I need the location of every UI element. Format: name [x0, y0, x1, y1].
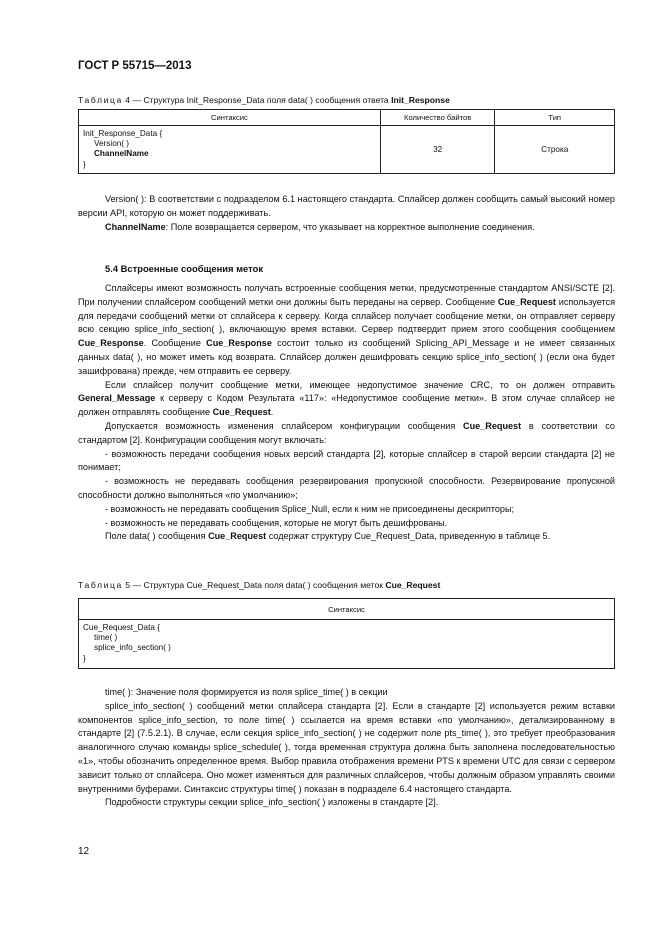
paragraph-text: используется для передачи сообщений метки от сплайсера к серверу. Когда сплайсер получает сообщение метки, он отправляет серверу всю секцию splice_info_section( ), включающую время вставки. Сервер подтвердит прием этого сообщения сообщением [78, 296, 615, 335]
table4-code-line: } [83, 159, 86, 169]
table4-bytes-cell: 32 [380, 126, 495, 174]
term-cue-request: Cue_Request [497, 296, 556, 307]
paragraph-text: . [270, 407, 274, 418]
table5-code-line: time( ) [94, 633, 118, 643]
paragraph-text: к серверу с Кодом Результата «117»: «Недопустимое сообщение метки». В этом случае сплайсер не должен отправлять сообщение [78, 393, 615, 418]
table5-row [79, 620, 615, 669]
section-heading: 5.4 Встроенные сообщения меток [105, 263, 264, 274]
table4-code-line: Init_Response_Data { [83, 129, 163, 138]
paragraph-text: : Поле возвращается сервером, что указывает на корректное выполнение соединения. [165, 221, 535, 232]
list-item: - возможность не передавать сообщения Splice_Null, если к ним не присоединены дескрипторы; [105, 503, 515, 514]
table4-col-type: Тип [495, 110, 615, 126]
paragraph-channelname [78, 221, 615, 235]
body-block-2 [78, 282, 615, 544]
term-general-message: General_Message [78, 393, 156, 404]
table4-col-syntax: Синтаксис [79, 110, 381, 126]
term-cue-response: Cue_Response [206, 338, 272, 349]
paragraph-config [78, 420, 615, 448]
table5-caption-word: Таблица [78, 580, 123, 590]
body-block-1 [78, 193, 615, 234]
paragraph-splice-info: splice_info_section( ) сообщений метки сплайсера стандарта [2]. Если в стандарте [2] используется режим вставки компонентов splice_info_section, то поле time( ) ссылается на время вставки «по умолчанию», детализированному в стандарте [2] (7.5.2.1). В случае, если секция splice_info_section( ) не содержит поле pts_time( ), это требует преобразования аналогичного случаю команды splice_schedule( ), тогда временная структура должна быть заполнена последовательностью «1», чтобы обозначить определенное время. Выбор правила отображения времени PTS к времени UTC для связи с сервером зависит только от сплайсера. Оно может изменяться для различных сплайсеров, чтобы должным образом управлять своими внутренними буферами. Синтаксис структуры time( ) показан в подразделе 6.4 настоящего стандарта. [78, 700, 615, 794]
paragraph-text: содержат структуру Cue_Request_Data, приведенную в таблице 5. [266, 531, 551, 542]
table4-type-cell: Строка [495, 126, 615, 174]
paragraph-data-field [78, 530, 615, 544]
table5-col-syntax: Синтаксис [79, 599, 615, 620]
table5-caption-text: 5 — Структура Cue_Request_Data поля data( ) сообщения меток [122, 580, 386, 590]
term-cue-request: Cue_Request [208, 531, 267, 542]
document-header: ГОСТ Р 55715—2013 [78, 60, 192, 72]
paragraph-details: Подробности структуры секции splice_info_section( ) изложены в стандарте [2]. [105, 797, 439, 808]
table4-caption-text: 4 — Структура Init_Response_Data поля data( ) сообщения ответа [122, 95, 392, 105]
table4-caption-word: Таблица [78, 95, 123, 105]
table4-caption [78, 95, 450, 105]
table4-code-line: Version( ) [94, 139, 130, 149]
paragraph-text: Сплайсеры имеют возможность получать встроенные сообщения метки, предусмотренные стандартом ANSI/SCTE [2]. При получении сплайсером сообщений метки они должны быть переданы на сервер. Сообщение [78, 283, 615, 307]
table4-header-row [79, 110, 615, 126]
table4-col-bytes: Количество байтов [380, 110, 495, 126]
table5-caption-bold: Cue_Request [385, 580, 441, 590]
table5-syntax-cell [79, 620, 615, 669]
paragraph-text: Допускается возможность изменения сплайсером конфигурации сообщения [105, 420, 464, 431]
paragraph-text: в соответствии со стандартом [2]. Конфигурации сообщения могут включать: [78, 420, 615, 445]
table5-caption [78, 580, 440, 590]
list-item: - возможность не передавать сообщения резервирования пропускной способности. Резервирование пропускной способности должно выполняться «по умолчанию»; [78, 476, 615, 500]
term-cue-request: Cue_Request [463, 420, 522, 431]
table5-code-line: splice_info_section( ) [94, 643, 171, 653]
term-channelname: ChannelName [105, 221, 166, 232]
term-cue-response: Cue_Response [78, 338, 144, 349]
table4-syntax-cell [79, 126, 381, 174]
table4-caption-bold: Init_Response [391, 95, 450, 105]
table5-header-row [79, 599, 615, 620]
page-number: 12 [78, 846, 90, 857]
table4-code-line: ChannelName [94, 149, 149, 159]
table5-code-line: } [83, 653, 86, 663]
paragraph-text: Если сплайсер получит сообщение метки, имеющее недопустимое значение CRC, то он должен отправить [105, 379, 615, 390]
paragraph-crc [78, 379, 615, 420]
table4-row [79, 126, 615, 174]
paragraph-text: состоит только из сообщений Splicing_API_Message и не имеет связанных данных data( ), но может иметь код возврата. Сплайсер должен дешифровать секцию splice_info_section( ) (если она будет зашифрована) прежде, чем отправить ее серверу. [78, 338, 615, 376]
table5-code-line: Cue_Request_Data { [83, 623, 160, 632]
table4 [78, 109, 615, 174]
paragraph-version: Version( ): В соответствии с подразделом 6.1 настоящего стандарта. Сплайсер должен сообщить самый высокий номер версии API, которую он может поддерживать. [78, 194, 615, 218]
body-block-3 [78, 686, 615, 810]
paragraph-time: time( ): Значение поля формируется из поля splice_time( ) в секции [105, 687, 388, 697]
list-item: - возможность не передавать сообщения, которые не могут быть дешифрованы. [105, 517, 448, 528]
list-item: - возможность передачи сообщения новых версий стандарта [2], которые сплайсер в старой версии стандарта [2] не понимает; [78, 448, 615, 473]
paragraph-text: Поле data( ) сообщения [105, 531, 209, 542]
term-cue-request: Cue_Request [212, 407, 271, 418]
paragraph-text: . Сообщение [143, 338, 207, 349]
paragraph-splicers [78, 282, 615, 379]
table5 [78, 598, 615, 669]
